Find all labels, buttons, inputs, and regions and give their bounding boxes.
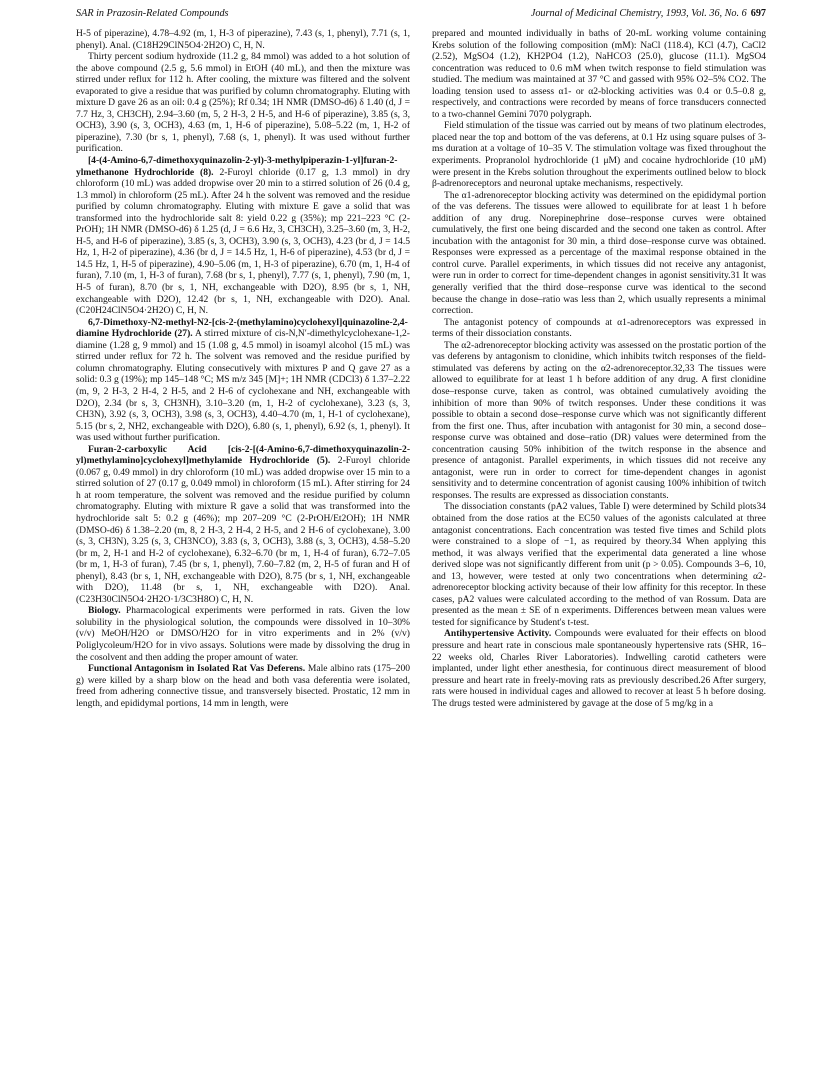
paragraph-alpha1-activity: The α1-adrenoreceptor blocking activity was determined on the epididymal portion of the vas deferens. The tissues were allowed to equilibrate for at least 1 h before addition of any drug. Norepinephrine dose–response curves were obtained cumulatively, the first one being discarded and the second one taken as control. After incubation with the antagonist for 30 min, a third dose–response curve was obtained. Responses were expressed as a percentage of the maximal response obtained in the control curve. Parallel experiments, in which tissues did not receive any antagonist, were run in order to correct for time-dependent changes in agonist sensitivity.31 It was generally verified that the third dose–response curve was identical to the second because the change in dose–ratio was less than 2, which usually represents a minimal correction. (432, 189, 766, 317)
paragraph-field-stimulation: Field stimulation of the tissue was carried out by means of two platinum electrodes, placed near the top and bottom of the vas deferens, at 0.1 Hz using square pulses of 3-ms duration at a voltage of 10–35 V. The stimulation voltage was fixed throughout the experiments. Propranolol hydrochloride (1 μM) and cocaine hydrochloride (10 μM) were present in the Krebs solution throughout the experiments outlined below to block β-adrenoreceptors and neuronal uptake mechanisms, respectively. (432, 120, 766, 190)
page-header (76, 8, 766, 26)
compound-5-body: 2-Furoyl chloride (0.067 g, 0.49 mmol) in dry chloroform (10 mL) was added dropwise over 15 min to a stirred solution of 27 (0.17 g, 0.049 mmol) in chloroform (15 mL). After stirring for 24 h at room temperature, the solvent was removed and the residue purified by column chromatography. Eluting with mixture R gave a solid that was transformed into the hydrochloride salt 5: 0.2 g (46%); mp 207–209 °C (2-PrOH/Et2OH); 1H NMR (DMSO-d6) δ 1.38–2.20 (m, 8, 2 H-3, 2 H-4, 2 H-5, and 2 H-6 of cyclohexane), 3.00 (s, 3, CH3N), 3.25 (s, 3, CH3NCO), 3.83 (s, 3, OCH3), 3.88 (s, 3, OCH3), 4.58–5.20 (br m, 2, H-1 and H-2 of cyclohexane), 6.32–6.70 (br m, 1, H-4 of furan), 6.72–7.05 (br m, 1, H-3 of furan), 7.45 (br s, 1, phenyl), 7.60–7.82 (m, 2, H-5 of furan and H of phenyl), 8.43 (br s, 1, NH, exchangeable with D2O), 8.75 (br s, 1, NH, exchangeable with D2O), 11.48 (br s, 1, NH, exchangeable with D2O). Anal. (C23H30ClN5O4·2H2O·1/3C3H8O) C, H, N. (76, 455, 410, 605)
paragraph-alpha1-potency: The antagonist potency of compounds at α1-adrenoreceptors was expressed in terms of their dissociation constants. (432, 316, 766, 340)
page-number: 697 (750, 8, 766, 19)
paragraph-krebs-solution: prepared and mounted individually in baths of 20-mL working volume containing Krebs solution of the following composition (mM): NaCl (118.4), KCl (4.7), CaCl2 (2.52), MgSO4 (1.2), KH2PO4 (1.2), NaHCO3 (25.0), glucose (11.1). MgSO4 concentration was reduced to 0.6 mM when twitch response to field stimulation was studied. The medium was maintained at 37 °C and gassed with 95% O2–5% CO2. The loading tension used to assess α1- or α2-blocking activities was 0.4 or 0.5–0.8 g, respectively, and contractions were recorded by means of force transducers connected to a two-channel Gemini 7070 polygraph. (432, 28, 766, 120)
paragraph-compound-26: Thirty percent sodium hydroxide (11.2 g, 84 mmol) was added to a hot solution of the above compound (2.5 g, 5.6 mmol) in EtOH (40 mL), and then the mixture was stirred under reflux for 112 h. After cooling, the mixture was filtered and the solvent evaporated to give a residue that was purified by column chromatography. Eluting with mixture D gave 26 as an oil: 0.4 g (25%); Rf 0.34; 1H NMR (DMSO-d6) δ 1.40 (d, J = 7.7 Hz, 3, CH3CH), 2.94–3.60 (m, 5, 2 H-3, 2 H-5, and H-6 of piperazine), 3.85 (s, 3, OCH3), 3.90 (s, 3, OCH3), 4.63 (m, 1, H-6 of piperazine), 5.08–5.22 (m, 1, H-2 of piperazine), 7.30 (br s, 1, phenyl), 7.68 (s, 1, phenyl). It was used without further purification. (76, 51, 410, 155)
paragraph-vas-deferens (76, 663, 410, 709)
left-column (76, 28, 410, 1063)
paragraph-analysis-continued: H-5 of piperazine), 4.78–4.92 (m, 1, H-3 of piperazine), 7.43 (s, 1, phenyl), 7.71 (s, 1, phenyl). Anal. (C18H29ClN5O4·2H2O) C, H, N. (76, 28, 410, 51)
running-title: SAR in Prazosin-Related Compounds (76, 8, 229, 19)
antihypertensive-body: Compounds were evaluated for their effects on blood pressure and heart rate in conscious male spontaneously hypertensive rats (SHR, 16–22 weeks old, Charles River Laboratories). Indwelling carotid catheters were implanted, under light ether anesthesia, for continuous direct measurement of blood pressure and heart rate in freely-moving rats as previously described.26 After surgery, rats were housed in individual cages and allowed to recover at least 5 h before dosing. The drugs tested were administered by gavage at the dose of 5 mg/kg in a (432, 628, 766, 709)
biology-heading: Biology. (88, 605, 121, 617)
compound-8-heading: [4-(4-Amino-6,7-dimethoxyquinazolin-2-yl)-3-methylpiperazin-1-yl]furan-2-ylmethanone Hydrochloride (8). (76, 155, 398, 178)
antihypertensive-heading: Antihypertensive Activity. (444, 628, 552, 640)
journal-citation: Journal of Medicinal Chemistry, 1993, Vol. 36, No. 6 (530, 8, 747, 19)
paragraph-compound-8 (76, 155, 410, 317)
paragraph-antihypertensive (432, 628, 766, 709)
compound-27-body: A stirred mixture of cis-N,N′-dimethylcyclohexane-1,2-diamine (1.28 g, 9 mmol) and 15 (1.08 g, 4.5 mmol) in isoamyl alcohol (15 mL) was stirred under reflux for 72 h. The solvent was removed and the residue purified by column chromatography. Eluting consecutively with mixtures P and Q gave 27 as a solid: 0.3 g (19%); mp 145–148 °C; MS m/z 345 [M]+; 1H NMR (CDCl3) δ 1.37–2.22 (m, 9, 2 H-3, 2 H-4, 2 H-5, and 2 H-6 of cyclohexane and NH, exchangeable with D2O), 2.34 (br s, 3, CH3NH), 3.10–3.20 (m, 1, H-2 of cyclohexane), 3.23 (s, 3, CH3N), 3.92 (s, 3, OCH3), 3.98 (s, 3, OCH3), 4.40–4.70 (m, 1, H-1 of cyclohexane), 5.15 (br s, 2, NH2, exchangeable with D2O), 6.80 (s, 1, phenyl), 6.92 (s, 1, phenyl). It was used without further purification. (76, 328, 410, 444)
compound-27-heading: 6,7-Dimethoxy-N2-methyl-N2-[cis-2-(methylamino)cyclohexyl]quinazoline-2,4-diamine Hydrochloride (27). (76, 316, 408, 340)
paragraph-alpha2-activity: The α2-adrenoreceptor blocking activity was assessed on the prostatic portion of the vas deferens by antagonism to clonidine, which inhibits twitch responses of the field-stimulated vas deferens by acting on the α2-adrenoreceptor.32,33 The tissues were allowed to equilibrate for at least 1 h before addition of any drug. A first clonidine dose–response curve, taken as control, was obtained cumulatively avoiding the inhibition of more than 90% of twitch responses. Under these conditions it was possible to obtain a second dose–response curve which was not significantly different from the first one. Thus, after incubation with antagonist for 30 min, a second dose–response curve was obtained and dose–ratio (DR) values were determined from the concentration causing 50% inhibition of the twitch response in the absence and presence of antagonist. Parallel experiments, in which tissues did not receive any antagonist, were run in order to correct for time-dependent changes in agonist sensitivity and to determine concentration of agonist causing 100% inhibition of twitch responses. The results are expressed as dissociation constants. (432, 339, 766, 501)
compound-5-heading: Furan-2-carboxylic Acid [cis-2-[(4-Amino-6,7-dimethoxyquinazolin-2-yl)methylamino]cyclohexyl]methylamide Hydrochloride (5). (76, 443, 410, 467)
paragraph-biology (76, 605, 410, 663)
paragraph-compound-27 (76, 317, 410, 444)
biology-body: Pharmacological experiments were performed in rats. Given the low solubility in the physiological solution, the compounds were dissolved in 10–30% (v/v) MeOH/H2O or DMSO/H2O for in vitro experiments and in 2% (v/v) Poliglycoleum/H2O for in vivo assays. Solutions were made by dissolving the drug in the cosolvent and then adding the proper amount of water. (76, 605, 410, 663)
paragraph-compound-5 (76, 444, 410, 606)
compound-8-body: 2-Furoyl chloride (0.17 g, 1.3 mmol) in dry chloroform (10 mL) was added dropwise over 20 min to a stirred solution of 26 (0.4 g, 1.3 mmol) in chloroform (25 mL). After 24 h the solvent was removed and the residue purified by column chromatography. Eluting with mixture E gave a solid that was transformed into the hydrochloride salt 8: yield 0.22 g (35%); mp 221–223 °C (2-PrOH); 1H NMR (DMSO-d6) δ 1.25 (d, J = 6.6 Hz, 3, CH3CH), 3.25–3.60 (m, 3, H-2, H-5, and H-6 of piperazine), 3.85 (s, 3, OCH3), 3.90 (s, 3, OCH3), 4.23 (br d, J = 14.5 Hz, 1, H-2 of piperazine), 4.36 (br d, J = 14.5 Hz, 1, H-6 of piperazine), 4.53 (br d, J = 14.5 Hz, 1, H-5 of piperazine), 4.90–5.06 (m, 1, H-3 of piperazine), 6.70 (m, 1, H-4 of furan), 7.10 (m, 1, H-3 of furan), 7.68 (br s, 1, phenyl), 7.77 (s, 1, phenyl), 7.90 (m, 1, H-5 of furan), 8.70 (br s, 1, NH, exchangeable with D2O), 8.95 (br s, 1, NH, exchangeable with D2O), 12.42 (br s, 1, NH, exchangeable with D2O). Anal. (C20H24ClN5O4·2H2O) C, H, N. (76, 166, 410, 317)
journal-info (531, 8, 766, 19)
vas-deferens-body: Male albino rats (175–200 g) were killed by a sharp blow on the head and both vasa deferentia were isolated, freed from adhering connective tissue, and transversely bisected. Prostatic, 12 mm in length, and epididymal portions, 14 mm in length, were (76, 663, 410, 709)
right-column (432, 28, 766, 1063)
vas-deferens-heading: Functional Antagonism in Isolated Rat Vas Deferens. (88, 663, 306, 675)
paragraph-dissociation-constants: The dissociation constants (pA2 values, Table I) were determined by Schild plots34 obtained from the dose ratios at the EC50 values of the agonists calculated at three antagonist concentrations. Each concentration was tested five times and Schild plots were constrained to a slope of −1, as required by theory.34 When applying this method, it was always verified that the experimental data generated a line whose derived slope was not significantly different from unit (p > 0.05). Compounds 3–6, 10, and 13, however, were tested at only two concentrations when determining α2-adrenoreceptor blocking activity because of their low affinity for this receptor. In these cases, pA2 values were calculated according to the method of van Rossum. Data are presented as the mean ± SE of n experiments. Differences between mean values were tested for significance by Student's t-test. (432, 501, 766, 628)
